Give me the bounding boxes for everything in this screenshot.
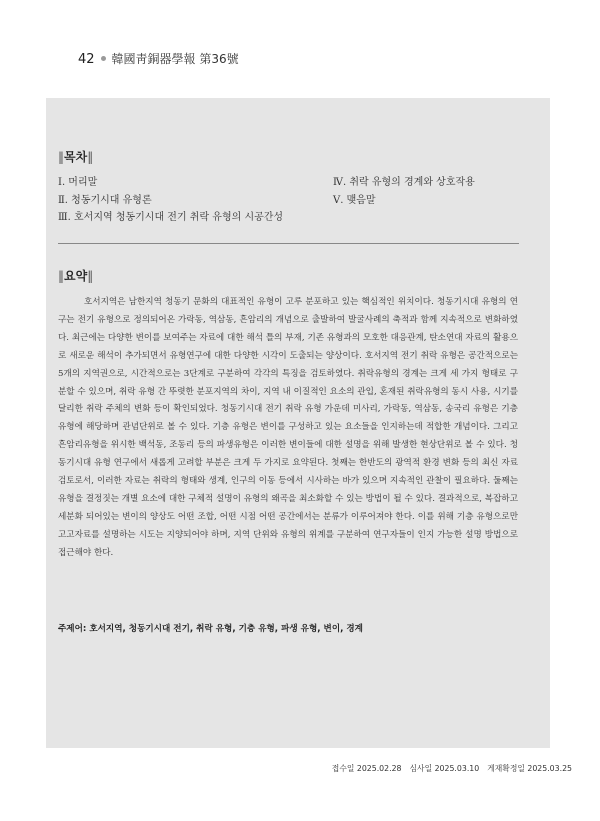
running-header bbox=[78, 50, 239, 67]
toc-item-2: Ⅱ. 청동기시대 유형론 bbox=[58, 195, 152, 206]
section-divider bbox=[58, 243, 519, 244]
heading-bar-left: ‖ bbox=[58, 150, 64, 164]
abstract-title: 요약 bbox=[64, 269, 88, 283]
accepted-date: 게재확정일 2025.03.25 bbox=[487, 764, 572, 773]
keywords: 주제어: 호서지역, 청동기시대 전기, 취락 유형, 기층 유형, 파생 유형, 변이, 경계 bbox=[58, 624, 363, 634]
submission-dates bbox=[324, 763, 572, 774]
review-date: 심사일 2025.03.10 bbox=[409, 764, 480, 773]
toc-item-1: Ⅰ. 머리말 bbox=[58, 177, 98, 188]
page-number: 42 bbox=[78, 52, 95, 67]
toc-heading bbox=[58, 148, 93, 165]
journal-title: 韓國靑銅器學報 第36號 bbox=[111, 52, 239, 66]
toc-item-5: Ⅴ. 맺음말 bbox=[333, 195, 376, 206]
abstract-body: 호서지역은 남한지역 청동기 문화의 대표적인 유형이 고루 분포하고 있는 핵심적인 위치이다. 청동기시대 유형의 연구는 전기 유형으로 정의되어온 가락동, 역삼동, 흔암리의 개념으로 출발하여 발굴사례의 축적과 함께 지속적으로 변화하였다. 최근에는 다양한 변이를 보여주는 자료에 대한 해석 틀의 부재, 기존 유형과의 모호한 대응관계, 탄소연대 자료의 활용으로 새로운 해석이 추가되면서 유형연구에 대한 다양한 시각이 도출되는 양상이다. 호서지역 전기 취락 유형은 공간적으로는 5개의 지역권으로, 시간적으로는 3단계로 구분하여 각각의 특징을 검토하였다. 취락유형의 경계는 크게 세 가지 형태로 구분할 수 있으며, 취락 유형 간 뚜렷한 분포지역의 차이, 지역 내 이질적인 요소의 관입, 혼재된 취락유형의 동시 사용, 시기를 달리한 취락 주체의 변화 등이 확인되었다. 청동기시대 전기 취락 유형 가운데 미사리, 가락동, 역삼동, 송국리 유형은 기층 유형에 해당하며 관념단위로 볼 수 있다. 기층 유형은 변이를 구성하고 있는 요소들을 인지하는데 적합한 개념이다. 그리고 흔암리유형을 위시한 백석동, 조동리 등의 파생유형은 이러한 변이들에 대한 설명을 위해 발생한 현상단위로 볼 수 있다. 청동기시대 유형 연구에서 새롭게 고려할 부분은 크게 두 가지로 요약된다. 첫째는 한반도의 광역적 환경 변화 등의 최신 자료 검토로서, 이러한 자료는 취락의 형태와 생계, 인구의 이동 등에서 시사하는 바가 있으며 지속적인 관찰이 필요하다. 둘째는 유형을 결정짓는 개별 요소에 대한 구체적 설명이 유형의 왜곡을 최소화할 수 있는 방법이 될 수 있다. 결과적으로, 복잡하고 세분화 되어있는 변이의 양상도 어떤 조합, 어떤 시점 어떤 공간에서는 분류가 이루어져야 한다. 이를 위해 기층 유형으로만 고고자료를 설명하는 시도는 지양되어야 하며, 지역 단위와 유형의 위계를 구분하여 연구자들이 인지 가능한 설명 방법으로 접근해야 한다. bbox=[58, 297, 518, 558]
received-date: 접수일 2025.02.28 bbox=[331, 764, 402, 773]
toc-item-4: Ⅳ. 취락 유형의 경계와 상호작용 bbox=[333, 177, 475, 188]
toc-item-3: Ⅲ. 호서지역 청동기시대 전기 취락 유형의 시공간성 bbox=[58, 212, 284, 223]
bullet-dot-icon bbox=[101, 56, 106, 61]
heading-bar-left: ‖ bbox=[58, 269, 64, 283]
toc-title: 목차 bbox=[64, 150, 88, 164]
heading-bar-right: ‖ bbox=[87, 269, 94, 283]
heading-bar-right: ‖ bbox=[87, 150, 94, 164]
abstract-heading bbox=[58, 267, 93, 284]
